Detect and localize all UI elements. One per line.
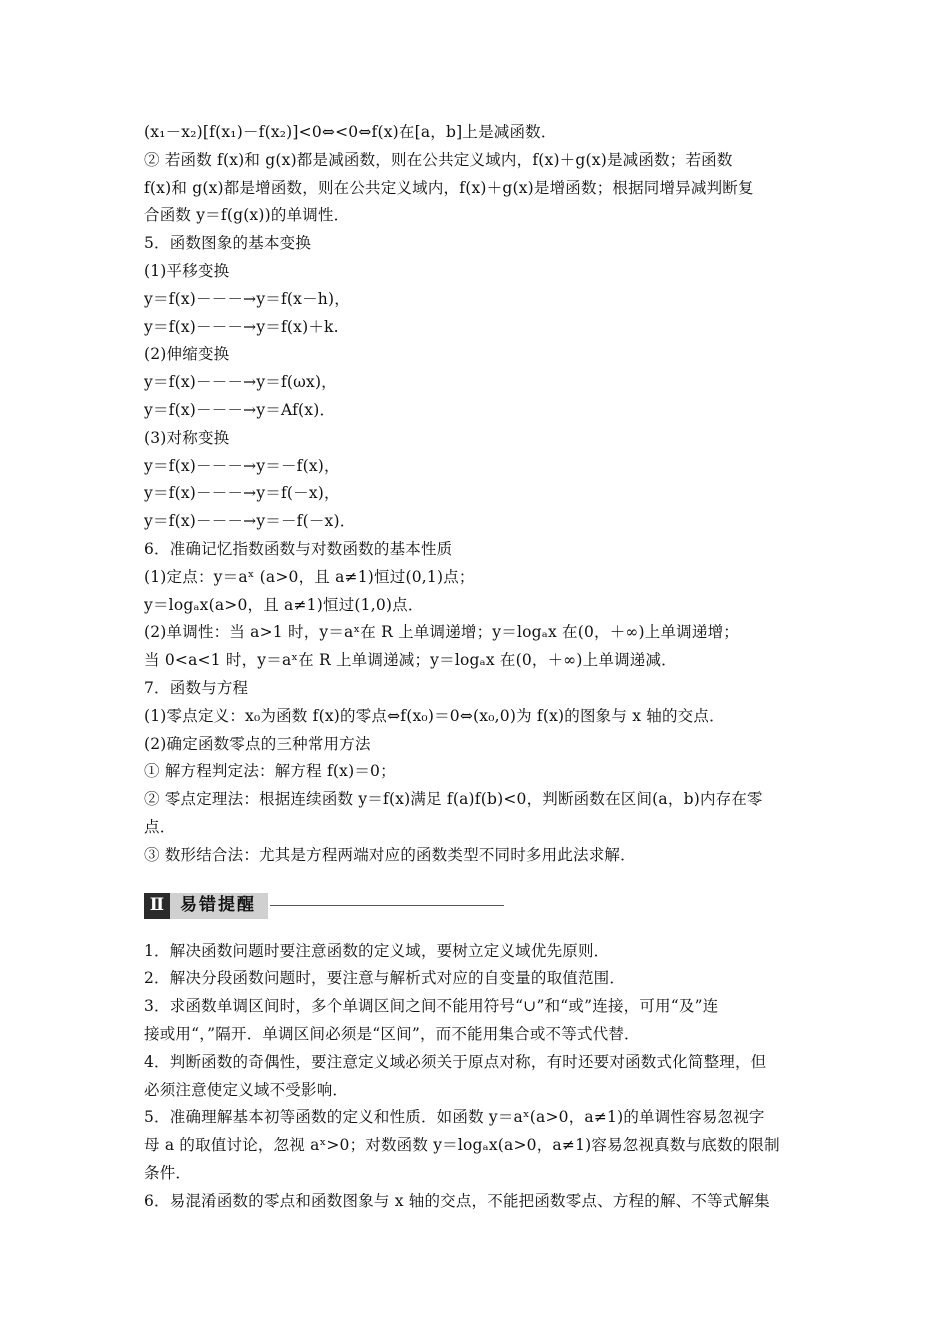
- text-line: (1)零点定义：x₀为函数 f(x)的零点⇔f(x₀)＝0⇔(x₀,0)为 f(x)的图象与 x 轴的交点．: [144, 706, 725, 725]
- text-line: 5．函数图象的基本变换: [144, 234, 312, 253]
- text-line: ① 解方程判定法：解方程 f(x)＝0；: [144, 762, 396, 781]
- text-line: y＝f(x)－－－→y＝f(－x)，: [144, 484, 340, 503]
- text-line: y＝logₐx(a>0，且 a≠1)恒过(1,0)点．: [144, 595, 424, 614]
- section-number: Ⅱ: [144, 893, 170, 919]
- text-line: 点．: [144, 817, 176, 836]
- text-line: 1．解决函数问题时要注意函数的定义域，要树立定义域优先原则．: [144, 941, 610, 960]
- section-header: [144, 886, 812, 926]
- text-line: 2．解决分段函数问题时，要注意与解析式对应的自变量的取值范围．: [144, 969, 626, 988]
- text-line: y＝f(x)－－－→y＝－f(－x)．: [144, 512, 356, 531]
- text-line: y＝f(x)－－－→y＝f(x－h)，: [144, 289, 350, 308]
- text-line: 5．准确理解基本初等函数的定义和性质．如函数 y＝aˣ(a>0，a≠1)的单调性容易忽视字: [144, 1108, 765, 1127]
- text-line: 母 a 的取值讨论，忽视 aˣ>0；对数函数 y＝logₐx(a>0，a≠1)容易忽视真数与底数的限制: [144, 1136, 780, 1155]
- section-rule: [270, 905, 504, 906]
- text-line: 当 0<a<1 时，y＝aˣ在 R 上单调递减；y＝logₐx 在(0，＋∞)上单调递减．: [144, 651, 677, 670]
- bottom-text-block: [144, 938, 812, 1216]
- text-line: 6．易混淆函数的零点和函数图象与 x 轴的交点，不能把函数零点、方程的解、不等式解集: [144, 1191, 770, 1210]
- text-line: 3．求函数单调区间时，多个单调区间之间不能用符号“∪”和“或”连接，可用“及”连: [144, 997, 719, 1016]
- text-line: (2)确定函数零点的三种常用方法: [144, 734, 371, 753]
- top-text-block: [144, 119, 812, 870]
- text-line: 条件．: [144, 1163, 192, 1182]
- text-line: f(x)和 g(x)都是增函数，则在公共定义域内，f(x)＋g(x)是增函数；根据同增异减判断复: [144, 178, 754, 197]
- text-line: (2)单调性：当 a>1 时，y＝aˣ在 R 上单调递增；y＝logₐx 在(0，＋∞)上单调递增；: [144, 623, 739, 642]
- text-line: 合函数 y＝f(g(x))的单调性．: [144, 206, 350, 225]
- text-line: ③ 数形结合法：尤其是方程两端对应的函数类型不同时多用此法求解．: [144, 845, 636, 864]
- text-line: 必须注意使定义域不受影响．: [144, 1080, 349, 1099]
- text-line: (3)对称变换: [144, 428, 230, 447]
- text-line: y＝f(x)－－－→y＝－f(x)，: [144, 456, 340, 475]
- text-line: y＝f(x)－－－→y＝Af(x)．: [144, 400, 336, 419]
- text-line: y＝f(x)－－－→y＝f(x)＋k.: [144, 317, 339, 336]
- document-body: [144, 119, 812, 1215]
- text-line: ② 零点定理法：根据连续函数 y＝f(x)满足 f(a)f(b)<0，判断函数在区间(a，b)内存在零: [144, 790, 763, 809]
- text-line: ② 若函数 f(x)和 g(x)都是减函数，则在公共定义域内，f(x)＋g(x)是减函数；若函数: [144, 150, 733, 169]
- text-line: (1)平移变换: [144, 261, 230, 280]
- text-line: 6．准确记忆指数函数与对数函数的基本性质: [144, 539, 453, 558]
- text-line: y＝f(x)－－－→y＝f(ωx)，: [144, 373, 337, 392]
- section-title: 易错提醒: [170, 893, 268, 919]
- text-line: 7．函数与方程: [144, 678, 249, 697]
- text-line: (2)伸缩变换: [144, 345, 230, 364]
- text-line: (x₁－x₂)[f(x₁)－f(x₂)]<0⇔<0⇔f(x)在[a，b]上是减函数．: [144, 123, 557, 141]
- text-line: (1)定点：y＝aˣ (a>0，且 a≠1)恒过(0,1)点；: [144, 567, 475, 586]
- text-line: 4．判断函数的奇偶性，要注意定义域必须关于原点对称，有时还要对函数式化简整理，但: [144, 1052, 767, 1071]
- text-line: 接或用“，”隔开．单调区间必须是“区间”，而不能用集合或不等式代替．: [144, 1024, 640, 1043]
